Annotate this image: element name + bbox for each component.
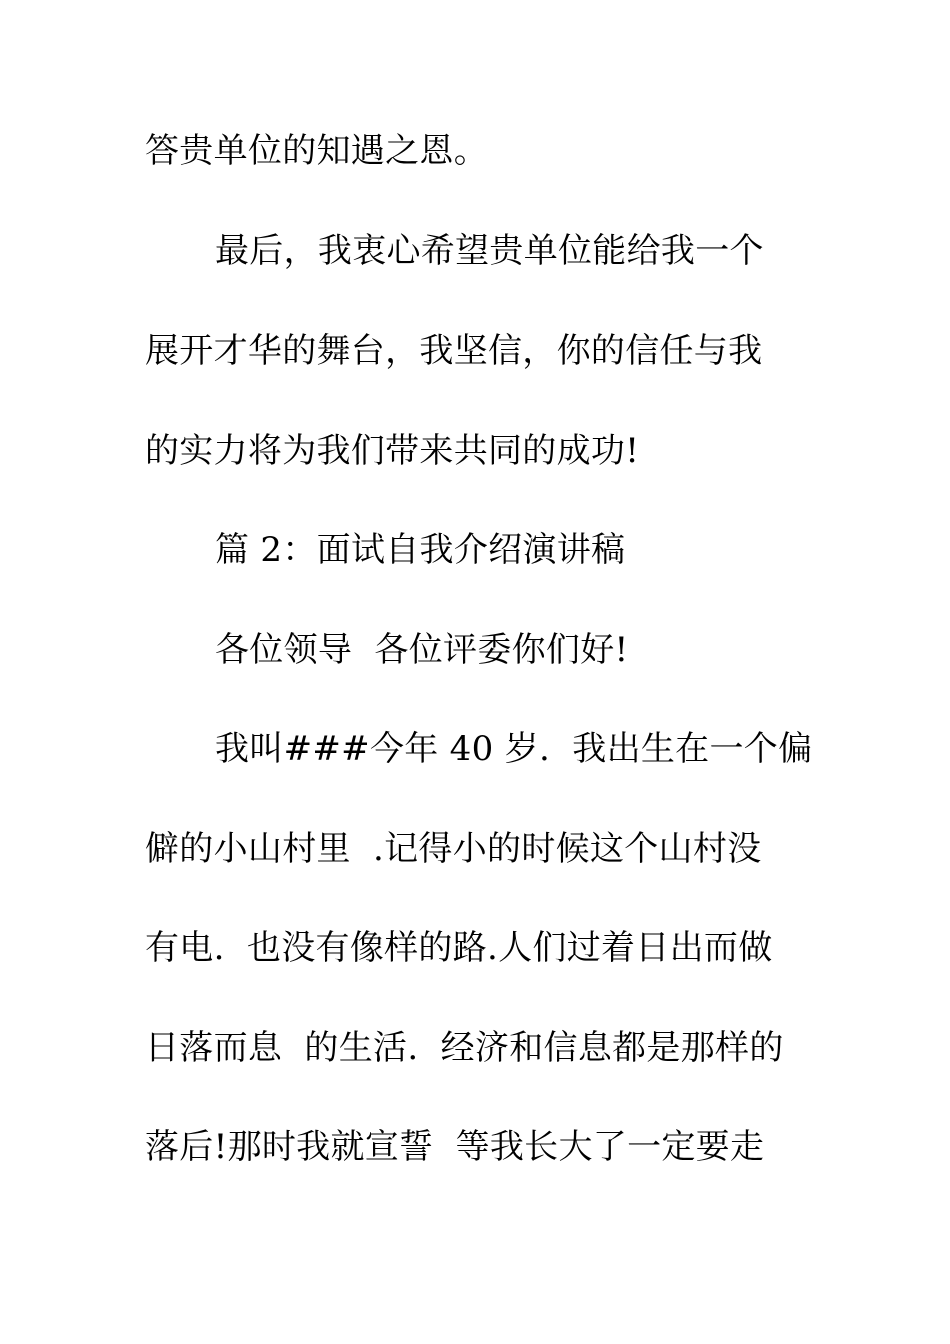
paragraph-line: 最后，我衷心希望贵单位能给我一个 bbox=[215, 231, 764, 271]
paragraph-line: 展开才华的舞台，我坚信，你的信任与我 bbox=[145, 331, 763, 371]
paragraph-line: 我叫###今年 40 岁. 我出生在一个偏 bbox=[215, 729, 813, 769]
paragraph-line: 落后!那时我就宣誓 等我长大了一定要走 bbox=[145, 1127, 765, 1167]
paragraph-line: 的实力将为我们带来共同的成功! bbox=[145, 431, 640, 471]
paragraph-line: 日落而息 的生活. 经济和信息都是那样的 bbox=[145, 1028, 784, 1068]
paragraph-line: 答贵单位的知遇之恩。 bbox=[145, 131, 488, 171]
paragraph-line: 僻的小山村里 .记得小的时候这个山村没 bbox=[145, 829, 762, 869]
greeting-line: 各位领导 各位评委你们好! bbox=[215, 630, 629, 670]
section-heading: 篇 2：面试自我介绍演讲稿 bbox=[215, 530, 626, 570]
paragraph-line: 有电. 也没有像样的路.人们过着日出而做 bbox=[145, 928, 773, 968]
